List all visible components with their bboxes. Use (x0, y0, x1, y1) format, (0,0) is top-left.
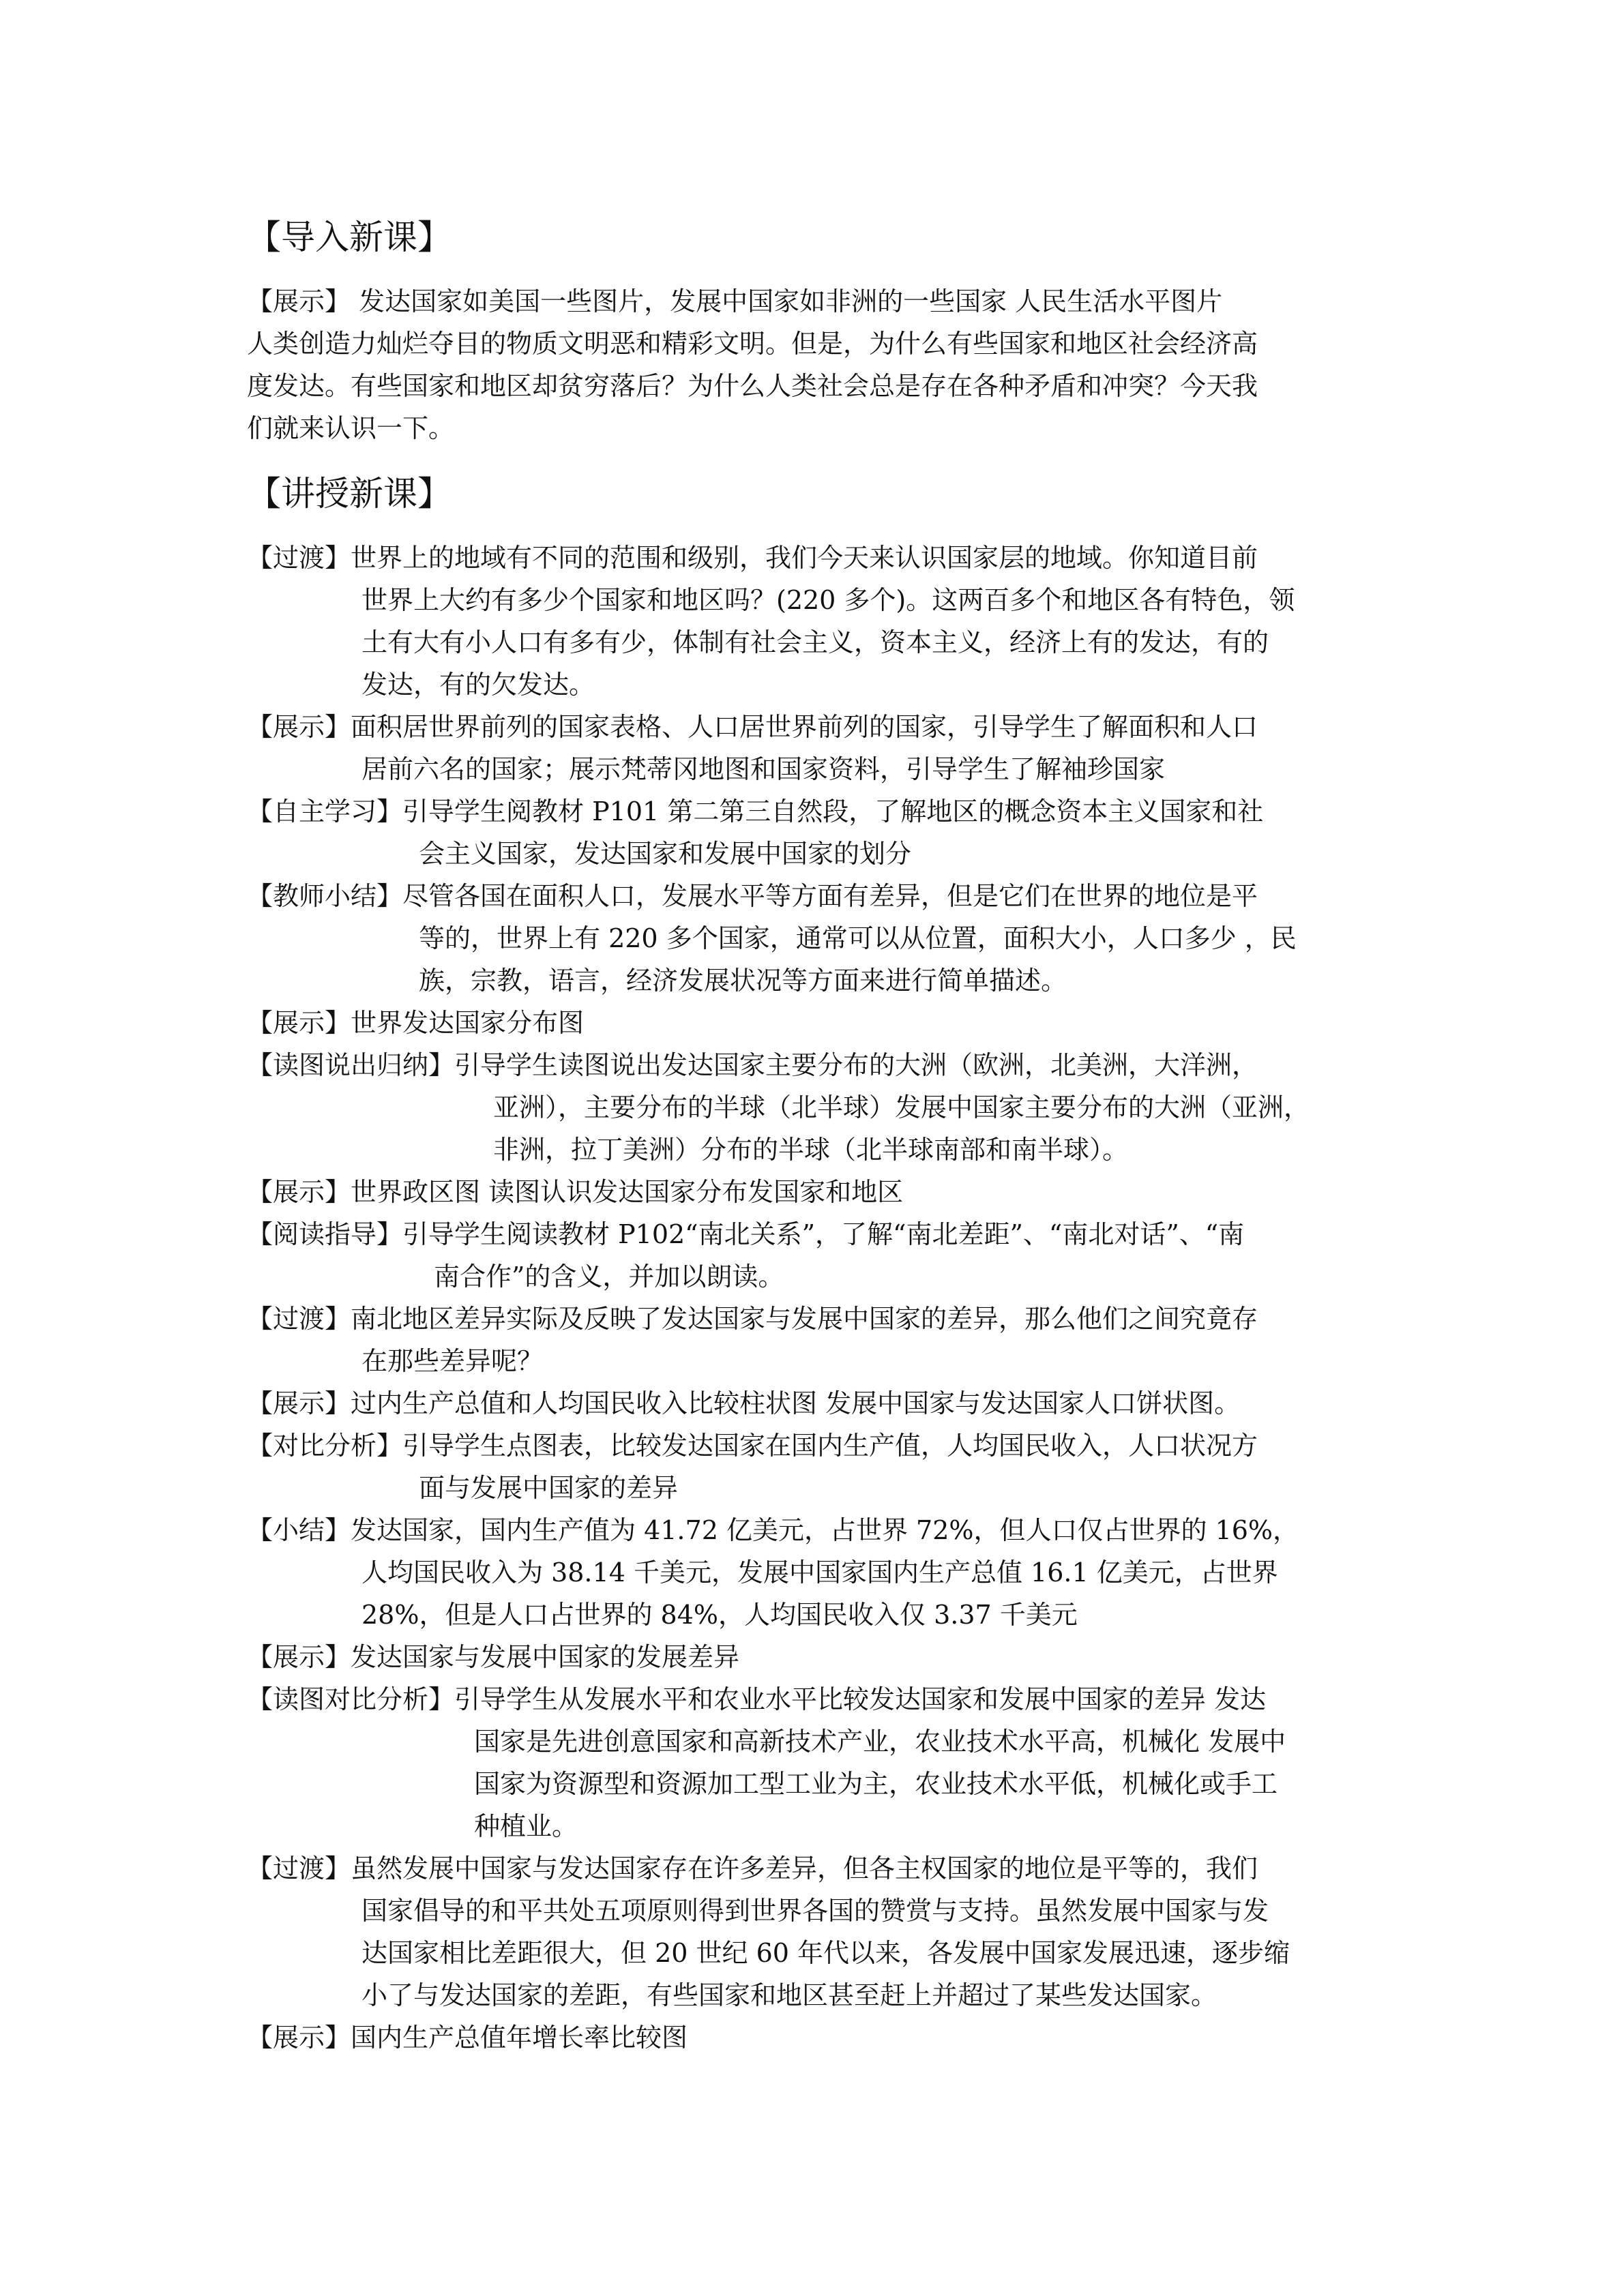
lecture-line: 【展示】世界政区图 读图认识发达国家分布发国家和地区 (247, 1177, 904, 1207)
lecture-line: 国家为资源型和资源加工型工业为主，农业技术水平低，机械化或手工 (474, 1769, 1278, 1799)
lecture-line: 【读图对比分析】引导学生从发展水平和农业水平比较发达国家和发展中国家的差异 发达 (247, 1684, 1267, 1714)
lecture-line: 【对比分析】引导学生点图表，比较发达国家在国内生产值，人均国民收入，人口状况方 (247, 1431, 1258, 1461)
lecture-line: 国家是先进创意国家和高新技术产业，农业技术水平高，机械化 发展中 (474, 1727, 1286, 1757)
lecture-line: 面与发展中国家的差异 (419, 1473, 679, 1503)
lecture-line: 【自主学习】引导学生阅教材 P101 第二第三自然段，了解地区的概念资本主义国家和社 (247, 796, 1264, 826)
lecture-line: 【展示】世界发达国家分布图 (247, 1008, 585, 1038)
lecture-line: 【过渡】虽然发展中国家与发达国家存在许多差异，但各主权国家的地位是平等的，我们 (247, 1853, 1258, 1883)
lecture-line: 人均国民收入为 38.14 千美元，发展中国家国内生产总值 16.1 亿美元，占世界 (361, 1557, 1278, 1587)
lecture-line: 【读图说出归纳】引导学生读图说出发达国家主要分布的大洲（欧洲，北美洲，大洋洲， (247, 1050, 1258, 1080)
lecture-line: 【教师小结】尽管各国在面积人口，发展水平等方面有差异，但是它们在世界的地位是平 (247, 881, 1258, 911)
lecture-line: 【展示】过内生产总值和人均国民收入比较柱状图 发展中国家与发达国家人口饼状图。 (247, 1388, 1241, 1418)
intro-line: 人类创造力灿烂夺目的物质文明恶和精彩文明。但是，为什么有些国家和地区社会经济高 (247, 329, 1258, 359)
lecture-line: 小了与发达国家的差距，有些国家和地区甚至赶上并超过了某些发达国家。 (361, 1980, 1217, 2010)
lecture-line: 居前六名的国家；展示梵蒂冈地图和国家资料，引导学生了解袖珍国家 (361, 754, 1166, 784)
lecture-line: 【过渡】南北地区差异实际及反映了发达国家与发展中国家的差异，那么他们之间究竟存 (247, 1304, 1258, 1334)
lecture-line: 国家倡导的和平共处五项原则得到世界各国的赞赏与支持。虽然发展中国家与发 (361, 1896, 1269, 1926)
intro-section-title: 【导入新课】 (247, 218, 452, 257)
lecture-line: 28%，但是人口占世界的 84%，人均国民收入仅 3.37 千美元 (361, 1600, 1078, 1630)
lecture-line: 【小结】发达国家，国内生产值为 41.72 亿美元，占世界 72%，但人口仅占世界的 16%， (247, 1515, 1299, 1545)
lecture-line: 【展示】面积居世界前列的国家表格、人口居世界前列的国家，引导学生了解面积和人口 (247, 712, 1258, 742)
intro-line: 度发达。有些国家和地区却贫穷落后？为什么人类社会总是存在各种矛盾和冲突？今天我 (247, 371, 1258, 401)
lecture-line: 南合作”的含义，并加以朗读。 (434, 1262, 784, 1292)
lecture-line: 世界上大约有多少个国家和地区吗？(220 多个)。这两百多个和地区各有特色，领 (361, 585, 1295, 615)
lecture-line: 【阅读指导】引导学生阅读教材 P102“南北关系”，了解“南北差距”、“南北对话”、“南 (247, 1219, 1245, 1249)
intro-line: 【展示】 发达国家如美国一些图片，发展中国家如非洲的一些国家 人民生活水平图片 (247, 286, 1223, 316)
lecture-line: 在那些差异呢？ (361, 1346, 544, 1376)
lecture-line: 种植业。 (474, 1811, 578, 1841)
lecture-line: 达国家相比差距很大，但 20 世纪 60 年代以来，各发展中国家发展迅速，逐步缩 (361, 1938, 1290, 1968)
lecture-line: 【展示】国内生产总值年增长率比较图 (247, 2023, 688, 2053)
lecture-line: 土有大有小人口有多有少，体制有社会主义，资本主义，经济上有的发达，有的 (361, 627, 1269, 657)
lecture-line: 亚洲），主要分布的半球（北半球）发展中国家主要分布的大洲（亚洲， (493, 1092, 1310, 1122)
lecture-line: 发达，有的欠发达。 (361, 670, 595, 700)
lecture-line: 会主义国家，发达国家和发展中国家的划分 (419, 839, 912, 869)
lecture-line: 等的，世界上有 220 多个国家，通常可以从位置，面积大小，人口多少 ，民 (419, 923, 1297, 953)
intro-line: 们就来认识一下。 (247, 413, 455, 443)
lecture-line: 【展示】发达国家与发展中国家的发展差异 (247, 1642, 740, 1672)
lecture-line: 非洲，拉丁美洲）分布的半球（北半球南部和南半球）。 (493, 1135, 1129, 1165)
lecture-section-title: 【讲授新课】 (247, 474, 452, 513)
lecture-line: 族，宗教，语言，经济发展状况等方面来进行简单描述。 (419, 966, 1067, 996)
lecture-line: 【过渡】世界上的地域有不同的范围和级别，我们今天来认识国家层的地域。你知道目前 (247, 543, 1258, 573)
